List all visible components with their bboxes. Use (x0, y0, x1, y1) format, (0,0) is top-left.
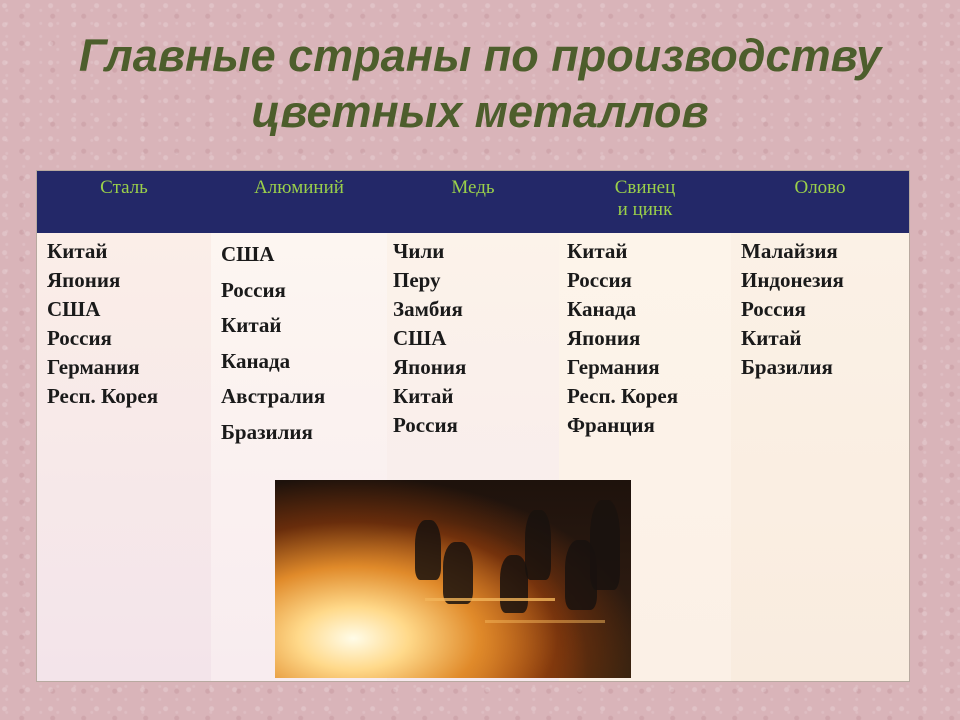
list-item: Россия (567, 268, 632, 292)
list-item: США (47, 297, 101, 321)
header-steel-label: Сталь (100, 177, 148, 198)
list-item: Респ. Корея (47, 384, 159, 408)
list-item: США (221, 242, 275, 266)
title-line-2: цветных металлов (251, 86, 709, 137)
header-lead-zinc (559, 177, 731, 233)
slide-title (0, 28, 960, 140)
header-copper-label: Медь (451, 177, 495, 198)
header-copper (387, 177, 559, 233)
list-item: Респ. Корея (567, 384, 679, 408)
list-item: Канада (567, 297, 637, 321)
header-aluminum-label: Алюминий (254, 177, 344, 198)
list-item: Россия (393, 413, 458, 437)
list-item: Германия (567, 355, 660, 379)
foundry-photo (275, 480, 631, 678)
list-item: Китай (567, 239, 628, 263)
table-header-row (37, 171, 909, 233)
list-item: Япония (393, 355, 467, 379)
list-item: Бразилия (221, 419, 313, 444)
list-item: Россия (47, 326, 112, 350)
header-steel (37, 177, 211, 233)
list-item: Замбия (393, 297, 463, 321)
list-item: Перу (393, 268, 441, 292)
header-aluminum (211, 177, 387, 233)
list-item: Индонезия (741, 268, 844, 292)
header-tin (731, 177, 909, 233)
list-item: Чили (393, 239, 445, 263)
list-item: Япония (567, 326, 641, 350)
header-lead-zinc-label-1: Свинец (614, 177, 676, 198)
list-item: Китай (47, 239, 108, 263)
list-item: Канада (221, 348, 291, 373)
column-steel (37, 233, 211, 681)
list-item: Малайзия (741, 239, 838, 263)
list-item: США (393, 326, 447, 350)
list-item: Китай (393, 384, 454, 408)
list-item: Китай (221, 313, 282, 337)
list-item: Россия (741, 297, 806, 321)
list-item: Япония (47, 268, 121, 292)
list-item: Франция (567, 413, 655, 437)
list-item: Китай (741, 326, 802, 350)
list-item: Бразилия (741, 355, 833, 379)
header-lead-zinc-label-2: и цинк (617, 199, 673, 220)
header-tin-label: Олово (794, 177, 846, 198)
title-line-1: Главные страны по производству (78, 30, 882, 81)
list-item: Германия (47, 355, 140, 379)
list-item: Австралия (221, 384, 326, 408)
column-tin (731, 233, 909, 681)
list-item: Россия (221, 277, 286, 302)
